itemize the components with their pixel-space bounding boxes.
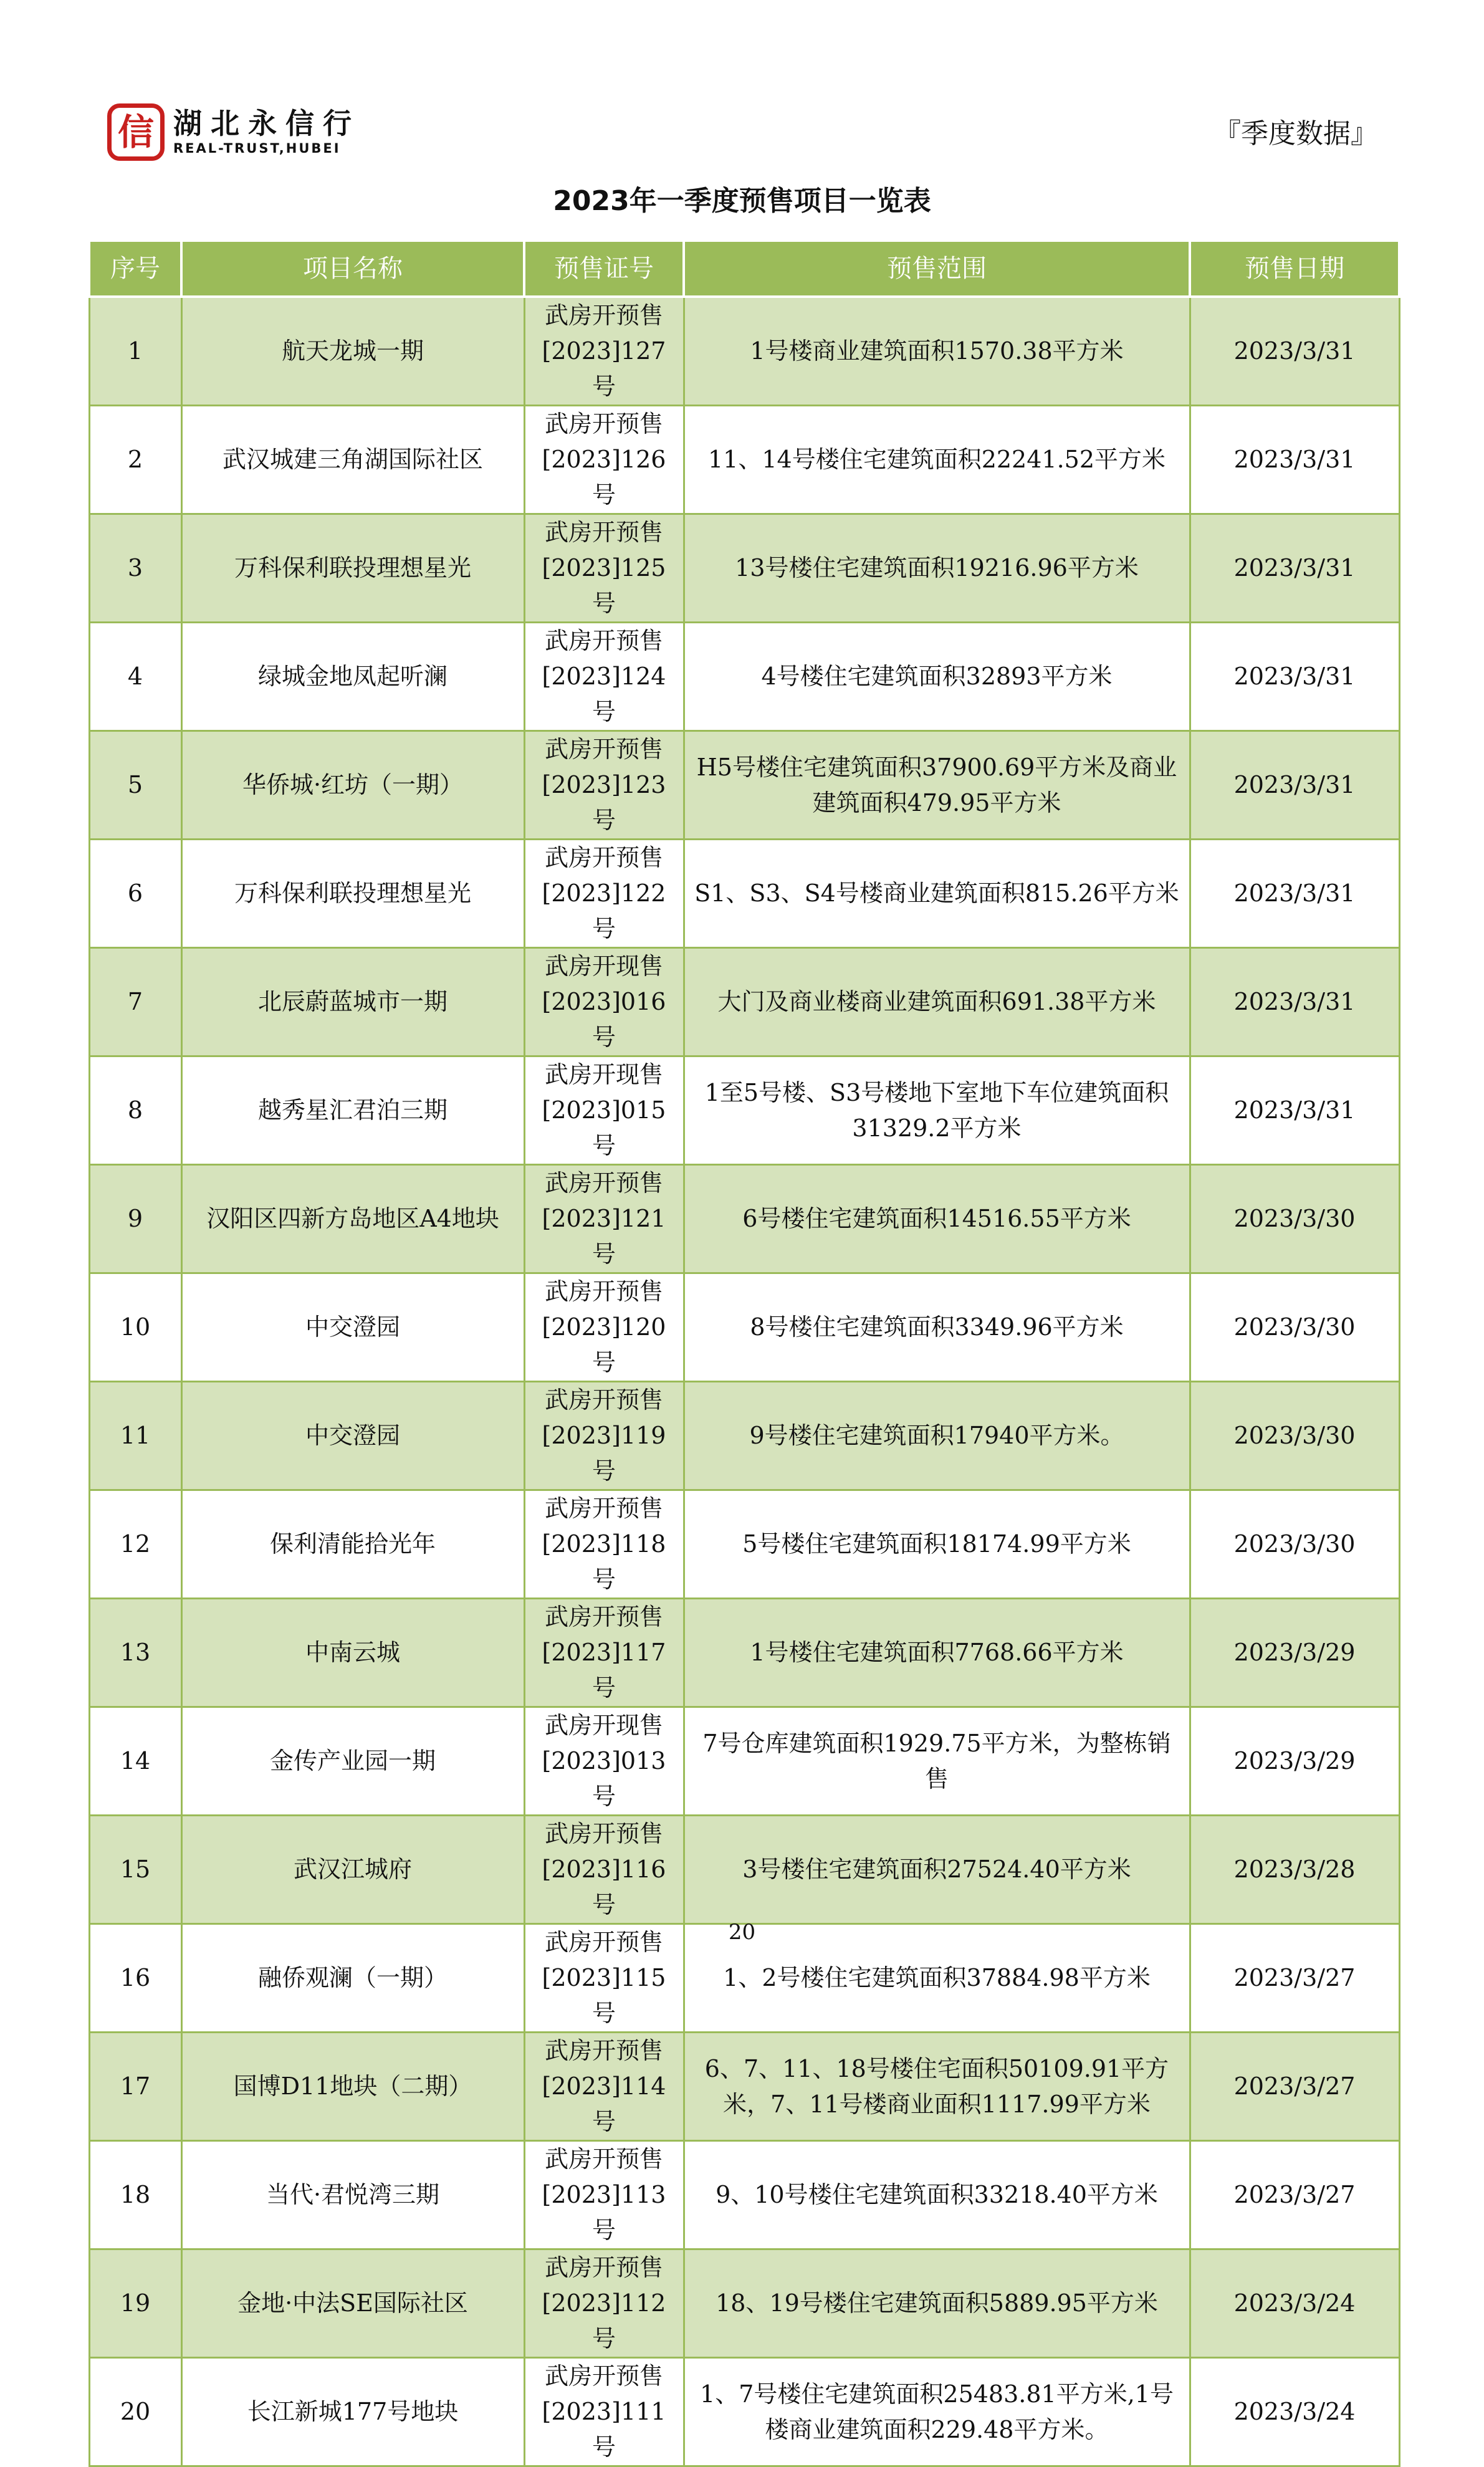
cell-project-name: 金地·中法SE国际社区 <box>181 2249 524 2358</box>
cell-cert-number <box>524 1599 684 1707</box>
cell-scope: 1至5号楼、S3号楼地下室地下车位建筑面积31329.2平方米 <box>684 1056 1190 1165</box>
table-body <box>89 297 1399 2466</box>
table-row <box>89 2033 1399 2141</box>
cert-code: [2023]126号 <box>542 446 666 509</box>
cell-no: 15 <box>89 1816 181 1924</box>
cell-no: 11 <box>89 1382 181 1490</box>
cert-prefix: 武房开预售 <box>544 1495 663 1522</box>
cell-date: 2023/3/30 <box>1190 1490 1399 1599</box>
cell-no: 18 <box>89 2141 181 2249</box>
cell-date: 2023/3/31 <box>1190 731 1399 840</box>
cert-prefix: 武房开预售 <box>544 1386 663 1414</box>
cell-scope: 1、7号楼住宅建筑面积25483.81平方米,1号楼商业建筑面积229.48平方米。 <box>684 2358 1190 2466</box>
cell-project-name: 融侨观澜（一期） <box>181 1924 524 2033</box>
cell-scope: 1号楼住宅建筑面积7768.66平方米 <box>684 1599 1190 1707</box>
table-row <box>89 1382 1399 1490</box>
cell-project-name: 当代·君悦湾三期 <box>181 2141 524 2249</box>
cell-project-name: 北辰蔚蓝城市一期 <box>181 948 524 1056</box>
cert-code: [2023]120号 <box>542 1313 666 1376</box>
cell-date: 2023/3/27 <box>1190 1924 1399 2033</box>
cert-code: [2023]117号 <box>542 1639 666 1702</box>
cell-project-name: 中南云城 <box>181 1599 524 1707</box>
cell-no: 6 <box>89 840 181 948</box>
cert-code: [2023]116号 <box>542 1856 666 1919</box>
table-row <box>89 514 1399 623</box>
cell-date: 2023/3/24 <box>1190 2249 1399 2358</box>
cell-no: 4 <box>89 623 181 731</box>
cell-no: 1 <box>89 297 181 406</box>
cell-project-name: 武汉城建三角湖国际社区 <box>181 406 524 514</box>
cell-no: 2 <box>89 406 181 514</box>
cell-project-name: 中交澄园 <box>181 1273 524 1382</box>
table-row <box>89 731 1399 840</box>
cert-prefix: 武房开现售 <box>544 952 663 980</box>
logo-text <box>173 108 360 156</box>
cell-scope: 13号楼住宅建筑面积19216.96平方米 <box>684 514 1190 623</box>
cell-date: 2023/3/31 <box>1190 1056 1399 1165</box>
logo-seal-icon: 信 <box>107 103 165 161</box>
cert-prefix: 武房开现售 <box>544 1712 663 1739</box>
cell-scope: 8号楼住宅建筑面积3349.96平方米 <box>684 1273 1190 1382</box>
cell-no: 17 <box>89 2033 181 2141</box>
cert-prefix: 武房开预售 <box>544 2145 663 2173</box>
cert-prefix: 武房开预售 <box>544 519 663 546</box>
table-row <box>89 948 1399 1056</box>
cert-code: [2023]016号 <box>542 988 666 1051</box>
cell-date: 2023/3/27 <box>1190 2033 1399 2141</box>
cell-date: 2023/3/30 <box>1190 1165 1399 1273</box>
cert-code: [2023]113号 <box>542 2181 666 2244</box>
cert-code: [2023]121号 <box>542 1205 666 1268</box>
cell-scope: H5号楼住宅建筑面积37900.69平方米及商业建筑面积479.95平方米 <box>684 731 1190 840</box>
cell-cert-number <box>524 623 684 731</box>
cert-prefix: 武房开预售 <box>544 735 663 763</box>
cert-prefix: 武房开预售 <box>544 1278 663 1305</box>
table-row <box>89 1273 1399 1382</box>
column-header-no: 序号 <box>89 241 181 297</box>
cell-cert-number <box>524 514 684 623</box>
cert-code: [2023]125号 <box>542 554 666 617</box>
cell-project-name: 航天龙城一期 <box>181 297 524 406</box>
cert-code: [2023]127号 <box>542 337 666 400</box>
cell-scope: 1号楼商业建筑面积1570.38平方米 <box>684 297 1190 406</box>
cert-code: [2023]123号 <box>542 771 666 834</box>
logo-english: REAL-TRUST,HUBEI <box>173 141 341 156</box>
cell-scope: 18、19号楼住宅建筑面积5889.95平方米 <box>684 2249 1190 2358</box>
table-row <box>89 2141 1399 2249</box>
cell-scope: 6号楼住宅建筑面积14516.55平方米 <box>684 1165 1190 1273</box>
cert-prefix: 武房开预售 <box>544 302 663 329</box>
cell-no: 5 <box>89 731 181 840</box>
cell-cert-number <box>524 1707 684 1816</box>
company-logo <box>107 103 360 161</box>
cert-prefix: 武房开预售 <box>544 2037 663 2064</box>
cert-code: [2023]015号 <box>542 1096 666 1159</box>
cell-no: 16 <box>89 1924 181 2033</box>
cell-scope: 1、2号楼住宅建筑面积37884.98平方米 <box>684 1924 1190 2033</box>
table-row <box>89 1490 1399 1599</box>
cell-cert-number <box>524 840 684 948</box>
cert-prefix: 武房开预售 <box>544 627 663 654</box>
cell-cert-number <box>524 1816 684 1924</box>
cell-project-name: 万科保利联投理想星光 <box>181 514 524 623</box>
cert-code: [2023]119号 <box>542 1422 666 1485</box>
cell-cert-number <box>524 2141 684 2249</box>
cell-scope: 9、10号楼住宅建筑面积33218.40平方米 <box>684 2141 1190 2249</box>
cert-prefix: 武房开预售 <box>544 1928 663 1956</box>
cell-cert-number <box>524 1273 684 1382</box>
cell-project-name: 华侨城·红坊（一期） <box>181 731 524 840</box>
cell-cert-number <box>524 2249 684 2358</box>
cell-date: 2023/3/27 <box>1190 2141 1399 2249</box>
cert-prefix: 武房开预售 <box>544 1820 663 1847</box>
cell-no: 14 <box>89 1707 181 1816</box>
cell-cert-number <box>524 1165 684 1273</box>
column-header-cert: 预售证号 <box>524 241 684 297</box>
cell-date: 2023/3/31 <box>1190 406 1399 514</box>
cell-project-name: 汉阳区四新方岛地区A4地块 <box>181 1165 524 1273</box>
presale-table <box>88 239 1400 2467</box>
cell-scope: 9号楼住宅建筑面积17940平方米。 <box>684 1382 1190 1490</box>
cert-code: [2023]114号 <box>542 2072 666 2135</box>
table-row <box>89 1165 1399 1273</box>
cell-project-name: 万科保利联投理想星光 <box>181 840 524 948</box>
cert-code: [2023]112号 <box>542 2289 666 2352</box>
column-header-scope: 预售范围 <box>684 241 1190 297</box>
table-row <box>89 2358 1399 2466</box>
table-row <box>89 623 1399 731</box>
cell-cert-number <box>524 2358 684 2466</box>
cert-code: [2023]124号 <box>542 663 666 726</box>
cell-date: 2023/3/28 <box>1190 1816 1399 1924</box>
page-title: 2023年一季度预售项目一览表 <box>553 185 931 217</box>
cell-scope: 7号仓库建筑面积1929.75平方米，为整栋销售 <box>684 1707 1190 1816</box>
cell-cert-number <box>524 731 684 840</box>
cell-scope: 大门及商业楼商业建筑面积691.38平方米 <box>684 948 1190 1056</box>
cell-scope: 4号楼住宅建筑面积32893平方米 <box>684 623 1190 731</box>
cert-prefix: 武房开预售 <box>544 2254 663 2281</box>
cell-cert-number <box>524 297 684 406</box>
cell-date: 2023/3/29 <box>1190 1599 1399 1707</box>
cert-prefix: 武房开现售 <box>544 1061 663 1088</box>
cert-prefix: 武房开预售 <box>544 1603 663 1631</box>
cell-no: 9 <box>89 1165 181 1273</box>
cell-project-name: 绿城金地凤起听澜 <box>181 623 524 731</box>
table-row <box>89 1816 1399 1924</box>
cell-scope: 5号楼住宅建筑面积18174.99平方米 <box>684 1490 1190 1599</box>
column-header-date: 预售日期 <box>1190 241 1399 297</box>
column-header-name: 项目名称 <box>181 241 524 297</box>
cell-date: 2023/3/29 <box>1190 1707 1399 1816</box>
cell-project-name: 长江新城177号地块 <box>181 2358 524 2466</box>
cert-code: [2023]111号 <box>542 2398 666 2461</box>
table-row <box>89 297 1399 406</box>
cell-no: 20 <box>89 2358 181 2466</box>
cell-project-name: 中交澄园 <box>181 1382 524 1490</box>
cell-cert-number <box>524 406 684 514</box>
cell-no: 3 <box>89 514 181 623</box>
table-row <box>89 1599 1399 1707</box>
table-row <box>89 2249 1399 2358</box>
table-row <box>89 840 1399 948</box>
cert-code: [2023]013号 <box>542 1747 666 1810</box>
cell-project-name: 越秀星汇君泊三期 <box>181 1056 524 1165</box>
cell-scope: 3号楼住宅建筑面积27524.40平方米 <box>684 1816 1190 1924</box>
cert-code: [2023]118号 <box>542 1530 666 1593</box>
cell-date: 2023/3/31 <box>1190 297 1399 406</box>
cell-no: 12 <box>89 1490 181 1599</box>
cell-date: 2023/3/31 <box>1190 948 1399 1056</box>
cell-project-name: 武汉江城府 <box>181 1816 524 1924</box>
cell-cert-number <box>524 1056 684 1165</box>
cell-scope: 11、14号楼住宅建筑面积22241.52平方米 <box>684 406 1190 514</box>
page-number: 20 <box>728 1920 756 1945</box>
cell-no: 7 <box>89 948 181 1056</box>
cell-date: 2023/3/31 <box>1190 840 1399 948</box>
cell-no: 10 <box>89 1273 181 1382</box>
page-header <box>0 0 1484 162</box>
cert-prefix: 武房开预售 <box>544 410 663 438</box>
table-row <box>89 1056 1399 1165</box>
cert-code: [2023]122号 <box>542 879 666 942</box>
cell-project-name: 国博D11地块（二期） <box>181 2033 524 2141</box>
cell-cert-number <box>524 1490 684 1599</box>
cell-date: 2023/3/31 <box>1190 514 1399 623</box>
cert-code: [2023]115号 <box>542 1964 666 2027</box>
cell-project-name: 金传产业园一期 <box>181 1707 524 1816</box>
cell-cert-number <box>524 2033 684 2141</box>
cell-no: 19 <box>89 2249 181 2358</box>
section-label: 『季度数据』 <box>1214 118 1378 150</box>
cell-scope: S1、S3、S4号楼商业建筑面积815.26平方米 <box>684 840 1190 948</box>
cell-date: 2023/3/30 <box>1190 1382 1399 1490</box>
cell-cert-number <box>524 1382 684 1490</box>
cell-project-name: 保利清能拾光年 <box>181 1490 524 1599</box>
logo-name: 湖北永信行 <box>173 106 360 140</box>
cell-no: 13 <box>89 1599 181 1707</box>
cell-no: 8 <box>89 1056 181 1165</box>
cell-date: 2023/3/31 <box>1190 623 1399 731</box>
cert-prefix: 武房开预售 <box>544 844 663 871</box>
table-row <box>89 1707 1399 1816</box>
table-row <box>89 406 1399 514</box>
cell-scope: 6、7、11、18号楼住宅面积50109.91平方米，7、11号楼商业面积1117.99平方米 <box>684 2033 1190 2141</box>
cert-prefix: 武房开预售 <box>544 2362 663 2390</box>
cell-cert-number <box>524 948 684 1056</box>
table-header-row <box>89 241 1399 297</box>
cell-date: 2023/3/24 <box>1190 2358 1399 2466</box>
cert-prefix: 武房开预售 <box>544 1169 663 1197</box>
cell-date: 2023/3/30 <box>1190 1273 1399 1382</box>
